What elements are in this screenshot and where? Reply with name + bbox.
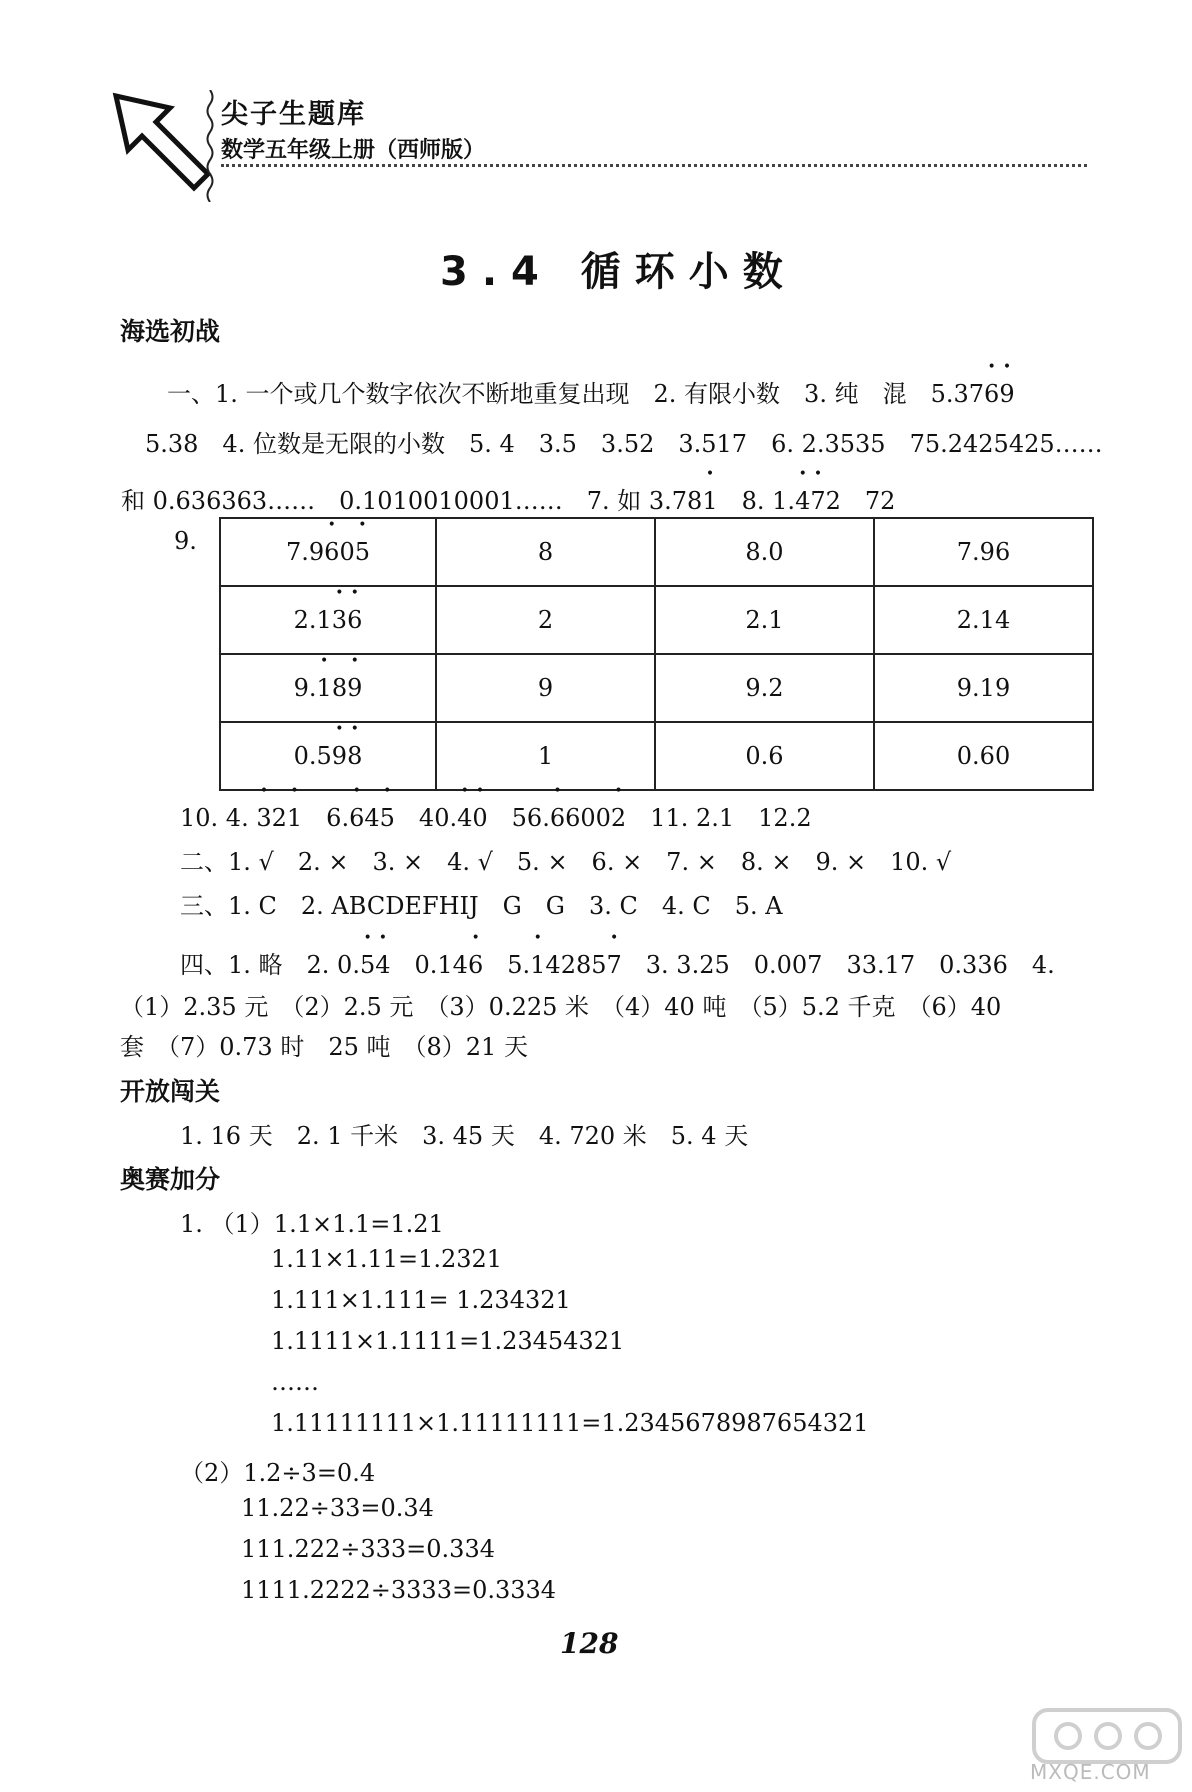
answer-line-10: 10. 4. • 32• 1 6.• 64• 5 40.• 4• 0 56.• 6600• 2 11. 2.1 12.2 (180, 798, 812, 833)
chapter-title: 3.4 循环小数 (440, 249, 797, 295)
table-cell: 0.5• 9• 8 (220, 722, 436, 790)
equation-line: 11.22÷33=0.34 (241, 1494, 434, 1522)
repeating-digit: • 9 (332, 742, 347, 770)
repeating-digit: • 6 (984, 380, 999, 408)
wavy-divider-icon (205, 90, 215, 202)
repeating-digit: • 5 (380, 804, 395, 832)
table-cell: 9 (436, 654, 655, 722)
repeating-digit: • 4 (375, 951, 390, 979)
header-dotted-rule (221, 164, 1087, 167)
section-heading-1: 海选初战 (120, 317, 221, 346)
repeating-digit: • 5 (355, 538, 370, 566)
answer-line-true-false: 二、1. √ 2. × 3. × 4. √ 5. × 6. × 7. × 8. × 9. × 10. √ (180, 848, 952, 876)
repeating-digit: • 9 (999, 380, 1014, 408)
equation-line: 1.11111111×1.11111111=1.2345678987654321 (271, 1409, 869, 1437)
repeating-digit: • 6 (550, 804, 565, 832)
repeating-digit: • 6 (349, 804, 364, 832)
table-cell: 9.19 (874, 654, 1093, 722)
table-cell: 0.6 (655, 722, 874, 790)
repeating-digit: • 6 (324, 538, 339, 566)
repeating-digit: • 0 (472, 804, 487, 832)
answer-line-choice: 三、1. C 2. ABCDEFHIJ G G 3. C 4. C 5. A (180, 892, 783, 920)
repeating-digit: • 8 (347, 742, 362, 770)
repeating-digit: • 3 (256, 804, 271, 832)
answer-line-3 (121, 481, 895, 516)
equation-line: 1111.2222÷3333=0.3334 (241, 1576, 557, 1604)
table-row (220, 518, 1093, 586)
section-heading-2: 开放闯关 (120, 1077, 221, 1106)
repeating-digit: • 3 (332, 606, 347, 634)
section-heading-3: 奥赛加分 (120, 1165, 221, 1194)
table-cell: 2.14 (874, 586, 1093, 654)
equation-line: 1.11×1.11=1.2321 (271, 1245, 503, 1273)
answer-line-olympiad-2: （2）1.2÷3=0.4 (180, 1459, 376, 1487)
answer-text: 和 0.636363…… 0.1010010001…… 7. 如 3.78 (121, 487, 703, 515)
table-cell: 9.• 18• 9 (220, 654, 436, 722)
equation-line: 1.1111×1.1111=1.23454321 (271, 1327, 625, 1355)
table-cell: 2.1• 3• 6 (220, 586, 436, 654)
book-series-title: 尖子生题库 (221, 99, 366, 130)
answer-line-2: 5.38 4. 位数是无限的小数 5. 4 3.5 3.52 3.517 6. 2.3535 75.2425425…… (145, 430, 1103, 458)
answer-line-part4: 四、1. 略 2. 0.• 5• 4 0.14• 6 5.• 14285• 7 3. 3.25 0.007 33.17 0.336 4. (180, 945, 1055, 980)
table-cell: 7.9• 60• 5 (220, 518, 436, 586)
table-cell: 9.2 (655, 654, 874, 722)
table-cell: 8.0 (655, 518, 874, 586)
repeating-digit: • 5 (360, 951, 375, 979)
equation-line: 1.111×1.111= 1.234321 (271, 1286, 571, 1314)
table-row (220, 722, 1093, 790)
table-row (220, 586, 1093, 654)
watermark-text: MXQE.COM (1030, 1760, 1151, 1784)
answer-line-part4-end: 套 （7）0.73 时 25 吨 （8）21 天 (120, 1033, 528, 1061)
question-9-label: 9. (174, 527, 197, 555)
answer-text: 一、1. 一个或几个数字依次不断地重复出现 2. 有限小数 3. 纯 混 5.37 (167, 380, 985, 408)
repeating-digit: • 1 (530, 951, 545, 979)
answer-text: 8. 1. (717, 487, 796, 515)
answer-text: 2 72 (825, 487, 896, 515)
repeating-digit: • 1 (702, 487, 717, 515)
repeating-digit: • 1 (317, 674, 332, 702)
repeating-digit: • 7 (810, 487, 825, 515)
equation-line: …… (271, 1368, 319, 1396)
answer-line-1 (167, 374, 1015, 409)
table-row (220, 654, 1093, 722)
table-cell: 0.60 (874, 722, 1093, 790)
rounding-answer-table (219, 517, 1094, 791)
table-cell: 2 (436, 586, 655, 654)
page-number: 128 (560, 1627, 619, 1660)
repeating-digit: • 4 (457, 804, 472, 832)
repeating-digit: • 7 (607, 951, 622, 979)
repeating-digit: • 2 (611, 804, 626, 832)
answer-line-olympiad-1: 1. （1）1.1×1.1=1.21 (180, 1210, 444, 1238)
answer-line-open: 1. 16 天 2. 1 千米 3. 45 天 4. 720 米 5. 4 天 (180, 1122, 749, 1150)
answer-line-part4-cont: （1）2.35 元 （2）2.5 元 （3）0.225 米 （4）40 吨 （5）5.2 千克 （6）40 (120, 993, 1002, 1021)
book-subtitle: 数学五年级上册（西师版） (221, 138, 486, 163)
table-cell: 8 (436, 518, 655, 586)
table-cell: 2.1 (655, 586, 874, 654)
equation-line: 111.222÷333=0.334 (241, 1535, 495, 1563)
repeating-digit: • 9 (347, 674, 362, 702)
repeating-digit: • 6 (347, 606, 362, 634)
repeating-digit: • 6 (468, 951, 483, 979)
table-cell: 1 (436, 722, 655, 790)
repeating-digit: • 4 (795, 487, 810, 515)
table-cell: 7.96 (874, 518, 1093, 586)
repeating-digit: • 1 (287, 804, 302, 832)
